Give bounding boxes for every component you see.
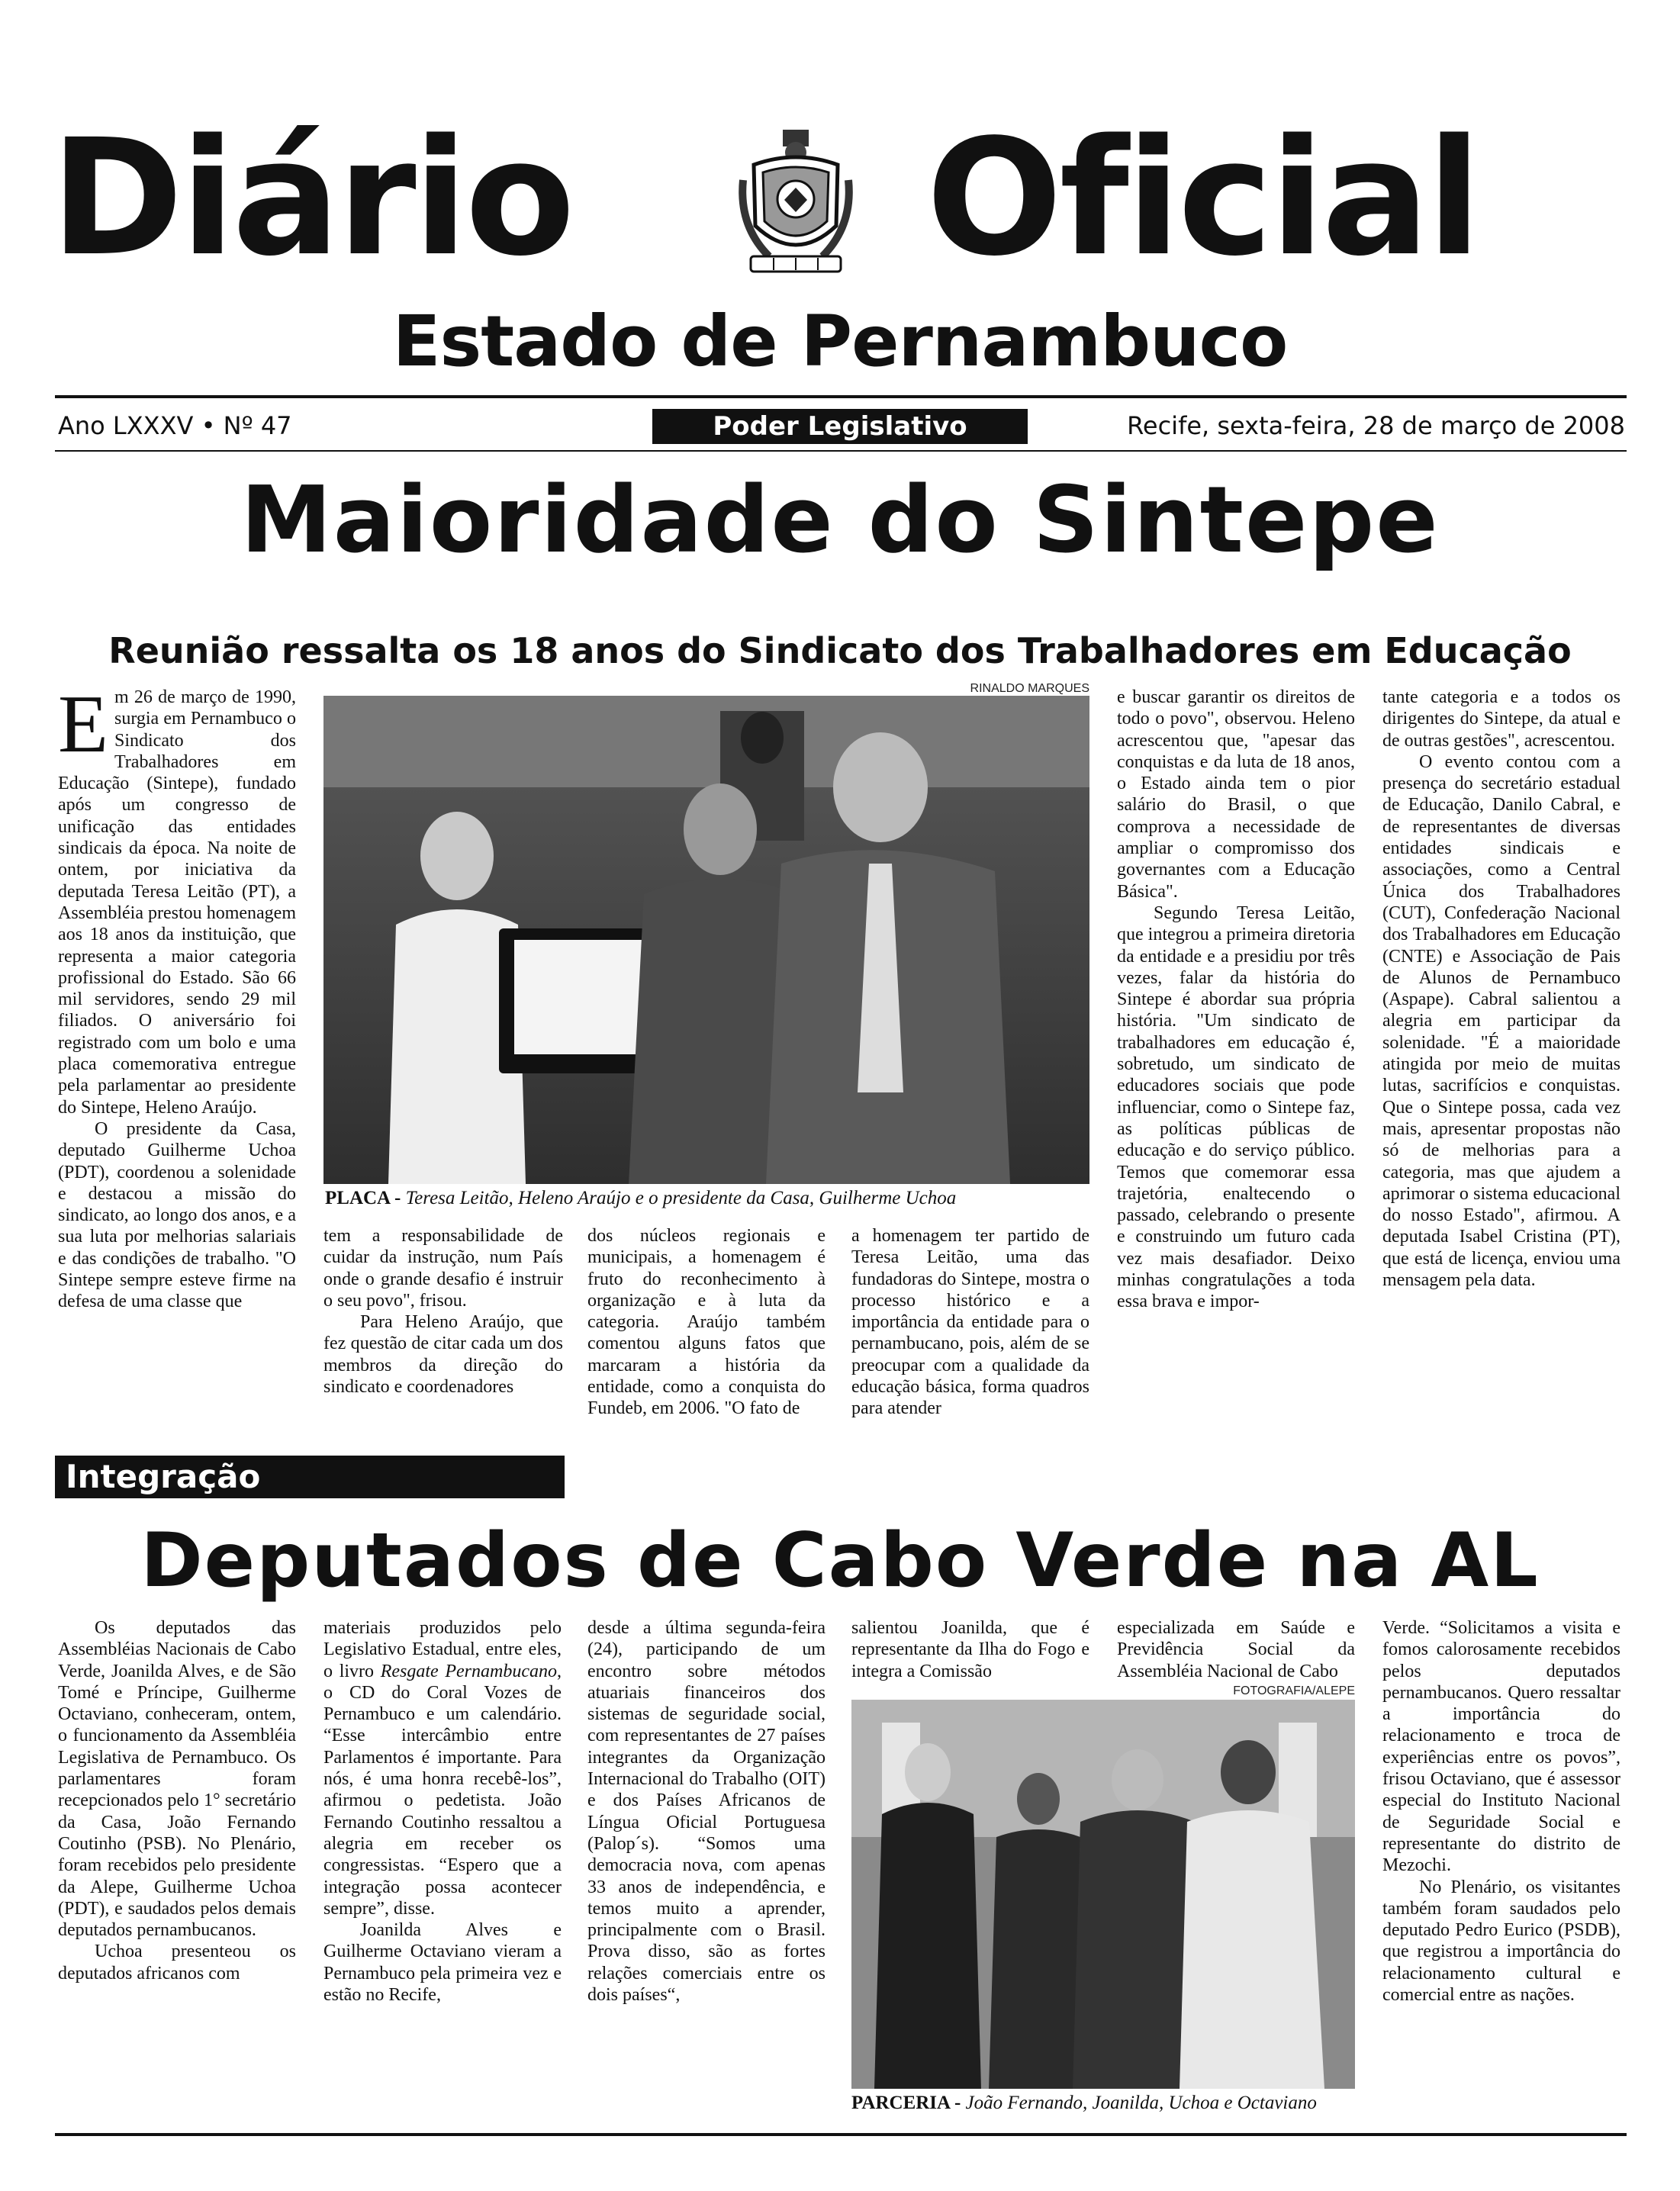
story2-text: materiais produzidos pelo Legislativo Estadual, entre eles, o livro bbox=[323, 1618, 562, 1681]
story2-column-5-top bbox=[1117, 1617, 1355, 1682]
photo-caption-2 bbox=[851, 2092, 1370, 2115]
story2-paragraph: especializada em Saúde e Previdência Social da Assembléia Nacional de Cabo bbox=[1117, 1618, 1355, 1681]
pernambuco-coat-of-arms-icon bbox=[739, 127, 853, 278]
story1-paragraph: dos núcleos regionais e municipais, a homenagem é fruto do reconhecimento à organização e à luta da categoria. Araújo também comentou alguns fatos que marcaram a história da entidade, como a conquista do Fundeb, em 2006. "O fato de bbox=[587, 1226, 826, 1419]
headline-secondary: Deputados de Cabo Verde na AL bbox=[140, 1517, 1540, 1604]
headline-main: Maioridade do Sintepe bbox=[240, 468, 1440, 574]
caption-text: Teresa Leitão, Heleno Araújo e o presidente da Casa, Guilherme Uchoa bbox=[401, 1188, 957, 1208]
masthead-title-left: Diário bbox=[50, 105, 572, 291]
photo-credit-2: FOTOGRAFIA/ALEPE bbox=[1233, 1684, 1355, 1697]
story2-text: , o CD do Coral Vozes de Pernambuco e um calendário. “Esse intercâmbio entre Parlamentos é importante. Para nós, é uma honra recebê-los”, afirmou o pedetista. João Fernando Coutinho ressaltou a alegria em receber os congressistas. “Espero que a integração possa acontecer sempre”, disse. bbox=[323, 1661, 562, 1919]
dropcap: E bbox=[58, 679, 108, 770]
ceremony-photo bbox=[323, 696, 1089, 1184]
masthead-rule-bottom bbox=[55, 450, 1627, 452]
masthead-subtitle: Estado de Pernambuco bbox=[392, 301, 1288, 382]
photo-credit: RINALDO MARQUES bbox=[970, 682, 1089, 695]
story1-paragraph: Segundo Teresa Leitão, que integrou a primeira diretoria da entidade e a presidiu por três vezes, falar da história do Sintepe é abordar sua própria história. "Um sindicato de trabalhadores em educação é, sobretudo, um sindicato de educadores sociais que pode influenciar, como o Sintepe faz, as políticas públicas de educação e do serviço público. Temos que comemorar essa trajetória, enaltecendo o passado, celebrando o presente e construindo um futuro cada vez mais desafiador. Deixo minhas congratulações a toda essa brava e impor- bbox=[1117, 902, 1355, 1312]
bottom-rule bbox=[55, 2133, 1627, 2136]
story2-column-1 bbox=[58, 1617, 296, 1984]
story2-paragraph: Joanilda Alves e Guilherme Octaviano vieram a Pernambuco pela primeira vez e estão no Recife, bbox=[323, 1920, 562, 2006]
story2-column-4-top bbox=[851, 1617, 1089, 1682]
caption-label: PARCERIA - bbox=[851, 2093, 961, 2113]
delegation-photo bbox=[851, 1700, 1355, 2089]
story1-paragraph: tem a responsabilidade de cuidar da instrução, num País onde o grande desafio é instruir o seu povo", frisou. bbox=[323, 1226, 563, 1311]
story2-paragraph: salientou Joanilda, que é representante da Ilha do Fogo e integra a Comissão bbox=[851, 1618, 1089, 1681]
caption-label: PLACA - bbox=[325, 1188, 401, 1208]
story1-column-3 bbox=[587, 1225, 826, 1420]
story2-paragraph: desde a última segunda-feira (24), participando de um encontro sobre métodos atuariais financeiros dos sistemas de seguridade social, com representantes de 27 países integrantes da Organização Internacional do Trabalho (OIT) e dos Países Africanos de Língua Oficial Portuguesa (Palop´s). “Somos uma democracia nova, com apenas 33 anos de independência, e temos muito a aprender, principalmente com o Brasil. Prova disso, são as fortes relações comerciais entre os dois países“, bbox=[587, 1618, 826, 2006]
story1-paragraph: tante categoria e a todos os dirigentes do Sintepe, da atual e de outras gestões", acrescentou. bbox=[1382, 687, 1620, 751]
story1-paragraph: m 26 de março de 1990, surgia em Pernambuco o Sindicato dos Trabalhadores em Educação (Sintepe), fundado após um congresso de unificação das entidades sindicais da época. Na noite de ontem, por iniciativa da deputada Teresa Leitão (PT), a Assembléia prestou homenagem aos 18 anos da instituição, que representa a maior categoria profissional do Estado. São 66 mil servidores, sendo 29 mil filiados. O aniversário foi registrado com um bolo e uma placa comemorativa entregue pela parlamentar ao presidente do Sintepe, Heleno Araújo. bbox=[58, 687, 296, 1118]
caption-text: João Fernando, Joanilda, Uchoa e Octaviano bbox=[961, 2093, 1317, 2113]
story2-column-6 bbox=[1382, 1617, 1620, 2006]
story2-paragraph: Verde. “Solicitamos a visita e fomos calorosamente recebidos pelos deputados pernambucanos. Quero ressaltar a importância do relacionamento e troca de experiências entre os povos”, frisou Octaviano, que é assessor especial do Instituto Nacional de Seguridade Social e representante do distrito de Mezochi. bbox=[1382, 1618, 1620, 1876]
photo-caption bbox=[325, 1187, 1089, 1210]
story1-paragraph: O evento contou com a presença do secretário estadual de Educação, Danilo Cabral, e de representantes de diversas entidades sindicais e associações, como a Central Única dos Trabalhadores (CUT), Confederação Nacional dos Trabalhadores em Educação (CNTE) e Associação de Pais de Alunos de Pernambuco (Aspape). Cabral salientou a alegria em participar da solenidade. "É a maioridade atingida por meio de muitas lutas, sacrifícios e conquistas. Que o Sintepe possa, cada vez mais, apresentar propostas não só de melhorias para a categoria, mas que ajudem a aprimorar o sistema educacional do nosso Estado", afirmou. A deputada Isabel Cristina (PT), que está de licença, enviou uma mensagem pela data. bbox=[1382, 751, 1620, 1291]
story1-paragraph: O presidente da Casa, deputado Guilherme Uchoa (PDT), coordenou a solenidade e destacou a missão do sindicato, ao longo dos anos, e a sua luta por melhorias salariais e das condições de trabalho. "O Sintepe sempre esteve firme na defesa de uma classe que bbox=[58, 1118, 296, 1312]
issue-number: Ano LXXXV • Nº 47 bbox=[58, 411, 292, 440]
story1-column-5 bbox=[1117, 687, 1355, 1313]
story1-paragraph: Para Heleno Araújo, que fez questão de citar cada um dos membros da direção do sindicato e coordenadores bbox=[323, 1312, 563, 1398]
masthead-title-right: Oficial bbox=[926, 105, 1479, 291]
story1-paragraph: a homenagem ter partido de Teresa Leitão, uma das fundadoras do Sintepe, mostra o processo histórico e a importância da entidade para o pernambucano, pois, além de se preocupar com a qualidade da educação básica, forma quadros para atender bbox=[851, 1226, 1089, 1419]
dateline: Recife, sexta-feira, 28 de março de 2008 bbox=[1127, 411, 1625, 440]
story1-column-4 bbox=[851, 1225, 1089, 1420]
story2-column-3 bbox=[587, 1617, 826, 2006]
story2-paragraph: Uchoa presenteou os deputados africanos com bbox=[58, 1942, 296, 1983]
section-kicker: Integração bbox=[55, 1456, 565, 1498]
story2-paragraph: Os deputados das Assembléias Nacionais de Cabo Verde, Joanilda Alves, e de São Tomé e Príncipe, Guilherme Octaviano, conheceram, ontem, o funcionamento da Assembléia Legislativa de Pernambuco. Os parlamentares foram recepcionados pelo 1° secretário da Casa, João Fernando Coutinho (PSB). No Plenário, foram recebidos pelo presidente da Alepe, Guilherme Uchoa (PDT), e saudados pelos demais deputados pernambucanos. bbox=[58, 1618, 296, 1941]
masthead-rule-top bbox=[55, 395, 1627, 398]
story2-paragraph: No Plenário, os visitantes também foram saudados pelo deputado Pedro Eurico (PSDB), que registrou a importância do relacionamento cultural e comercial entre as nações. bbox=[1382, 1877, 1620, 2006]
section-label: Poder Legislativo bbox=[652, 409, 1028, 444]
book-title: Resgate Pernambucano bbox=[380, 1661, 557, 1681]
story1-column-6 bbox=[1382, 687, 1620, 1291]
story2-column-2 bbox=[323, 1617, 562, 2006]
story1-column-1 bbox=[58, 679, 296, 1313]
story1-paragraph: e buscar garantir os direitos de todo o povo", observou. Heleno acrescentou que, "apesar das conquistas e da luta de 18 anos, o Estado ainda tem o pior salário do Brasil, o que comprova a necessidade de ampliar o compromisso dos governantes com a Educação Básica". bbox=[1117, 687, 1355, 902]
subheadline-main: Reunião ressalta os 18 anos do Sindicato dos Trabalhadores em Educação bbox=[108, 630, 1572, 671]
story1-column-2 bbox=[323, 1225, 563, 1398]
